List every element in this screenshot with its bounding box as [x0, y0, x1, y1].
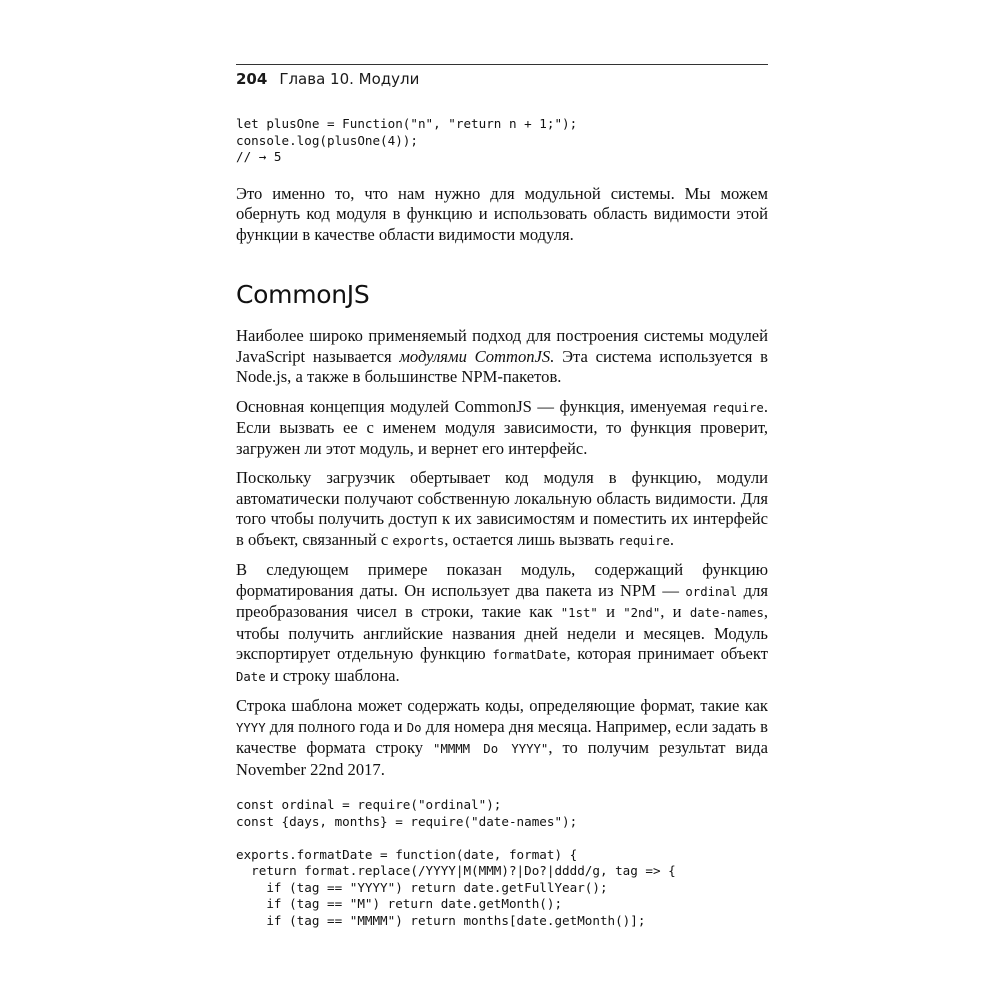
header-rule: [236, 64, 768, 65]
chapter-title: Глава 10. Модули: [279, 70, 420, 88]
running-header: [236, 58, 768, 93]
paragraph-require-concept: Основная концепция модулей CommonJS — функция, именуемая require. Если вызвать ее с именем модуля зависимости, то функция проверит, загружен ли этот модуль, и вернет его интерфейс.: [236, 396, 768, 458]
inline-code-format-string: "MMMM Do YYYY": [433, 742, 549, 756]
emphasis-commonjs-modules: модулями CommonJS.: [399, 346, 555, 366]
inline-code-ordinal: ordinal: [685, 584, 738, 599]
code-block-plusone: let plusOne = Function("n", "return n + 1;"); console.log(plusOne(4)); // → 5: [236, 116, 578, 164]
inline-code-yyyy: YYYY: [236, 720, 266, 735]
page-number: 204: [236, 70, 268, 88]
book-page: [236, 58, 768, 929]
inline-code-1st: "1st": [560, 606, 598, 620]
paragraph-formatdate-example: В следующем примере показан модуль, содержащий функцию форматирования даты. Он использует два пакета из NPM — ordinal для преобразования чисел в строки, такие как "1st" и "2nd", и date-names, чтобы получить английские названия дней недели и месяцев. Модуль экспортирует отдельную функцию formatDate, которая принимает объект Date и строку шаблона.: [236, 560, 769, 685]
inline-code-formatdate: formatDate: [492, 648, 567, 662]
inline-code-date: Date: [236, 669, 266, 684]
paragraph-module-system: Это именно то, что нам нужно для модульной системы. Мы можем обернуть код модуля в функцию и использовать область видимости этой функции в качестве области видимости модуля.: [236, 183, 768, 244]
inline-code-require: require: [618, 533, 670, 548]
section-heading-commonjs: CommonJS: [236, 280, 370, 309]
inline-code-do: Do: [406, 720, 422, 735]
code-block-formatdate: const ordinal = require("ordinal"); const {days, months} = require("date-names"); exports.formatDate = function(date, format) { return format.replace(/YYYY|M(MMM)?|Do?|dddd/g, tag => { if (tag == "YYYY") return date.getFullYear(); if (tag == "M") return date.getMonth(); if (tag == "MMMM") return months[date.getMonth()];: [236, 797, 676, 928]
inline-code-require: require: [712, 400, 764, 415]
inline-code-date-names: date-names: [689, 606, 764, 620]
paragraph-commonjs-intro: Наиболее широко применяемый подход для построения системы модулей JavaScript называется модулями CommonJS. Эта система используется в Node.js, а также в большинстве NPM-пакетов.: [236, 326, 768, 386]
paragraph-template-string: Строка шаблона может содержать коды, определяющие формат, такие как YYYY для полного года и Do для номера дня месяца. Например, если задать в качестве формата строку "MMMM Do YYYY", то получим результат вида November 22nd 2017.: [236, 696, 768, 779]
inline-code-2nd: "2nd": [623, 606, 661, 620]
paragraph-loader-scope: Поскольку загрузчик обертывает код модуля в функцию, модули автоматически получают собственную локальную область видимости. Для того чтобы получить доступ к их зависимостям и поместить их интерфейс в объект, связанный с exports, остается лишь вызвать require.: [236, 468, 768, 549]
inline-code-exports: exports: [392, 533, 445, 548]
